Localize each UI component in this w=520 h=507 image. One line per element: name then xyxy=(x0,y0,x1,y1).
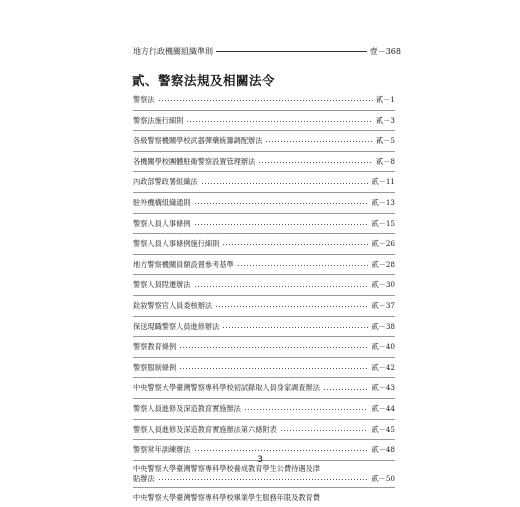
toc-entry xyxy=(133,214,395,235)
entry-title: 銓敘警察官人員委核辦法 xyxy=(133,300,213,310)
entry-page: 貳－15 xyxy=(371,218,395,228)
entry-title: 警察法施行細則 xyxy=(133,115,184,125)
dot-leader xyxy=(244,409,369,410)
toc-entry xyxy=(133,358,395,379)
entry-page: 貳－43 xyxy=(371,383,395,393)
entry-title: 各機關學校團體駐衛警察設置管理辦法 xyxy=(133,156,256,166)
toc-entry xyxy=(133,152,395,173)
entry-title: 保送現職警察人員進修辦法 xyxy=(133,321,220,331)
entry-title: 警察法 xyxy=(133,95,155,104)
dot-leader xyxy=(158,479,369,480)
entry-page: 貳－11 xyxy=(371,177,395,187)
entry-page: 貳－40 xyxy=(371,342,395,352)
entry-page: 貳－38 xyxy=(371,321,395,331)
dot-leader xyxy=(179,368,368,369)
toc-entry xyxy=(133,131,395,152)
dot-leader xyxy=(158,100,373,101)
entry-title: 地方警察機關員額設置參考基準 xyxy=(133,259,234,269)
entry-title-line-2: 貼辦法 xyxy=(133,473,155,483)
entry-page: 貳－42 xyxy=(371,362,395,372)
entry-page: 貳－50 xyxy=(371,473,395,483)
entry-title: 地方行政機關組織準則 xyxy=(133,47,213,56)
toc-entry xyxy=(133,399,395,420)
toc-entry-previous-section xyxy=(133,47,401,57)
toc-entry xyxy=(133,172,395,193)
entry-page: 貳－28 xyxy=(371,259,395,269)
entry-page: 貳－3 xyxy=(376,115,395,125)
dot-leader xyxy=(280,430,369,431)
toc-entry xyxy=(133,275,395,296)
entry-title: 內政部警政署組織法 xyxy=(133,177,198,187)
dot-leader xyxy=(258,162,373,163)
dot-leader xyxy=(194,203,369,204)
toc-entry xyxy=(133,378,395,399)
toc-entry xyxy=(133,90,395,111)
dot-leader xyxy=(179,347,368,348)
entry-title: 駐外機構組織通則 xyxy=(133,197,191,207)
entry-title-line-1: 中央警察大學臺灣警察專科學校養成教育學生公費待遇及津 xyxy=(133,463,320,473)
entry-title: 警察常年訓練辦法 xyxy=(133,445,191,455)
toc-entry xyxy=(133,337,395,358)
entry-title: 警察人員陞遷辦法 xyxy=(133,280,191,290)
entry-page: 貳－1 xyxy=(376,95,395,104)
entry-page: 貳－44 xyxy=(371,403,395,413)
entry-page: 貳－5 xyxy=(376,136,395,146)
entry-title: 警察人員人事條例 xyxy=(133,218,191,228)
dot-leader xyxy=(323,389,369,390)
dot-leader xyxy=(194,286,369,287)
dot-leader xyxy=(237,265,369,266)
toc-entry xyxy=(133,488,395,507)
dot-leader xyxy=(222,327,368,328)
dot-leader xyxy=(215,306,368,307)
entry-title: 中央警察大學臺灣警察專科學校畢業學生服務年限及教育費 xyxy=(133,492,320,502)
toc-entry xyxy=(133,234,395,255)
dot-leader xyxy=(201,183,369,184)
entry-page: 貳－45 xyxy=(371,424,395,434)
toc-entry xyxy=(133,296,395,317)
toc-list xyxy=(133,90,395,507)
entry-page: 貳－13 xyxy=(371,197,395,207)
entry-page: 貳－37 xyxy=(371,300,395,310)
entry-title: 警察人員進修及深造教育實施辦法 xyxy=(133,403,241,413)
leader-line xyxy=(216,51,367,52)
entry-page: 貳－8 xyxy=(376,156,395,166)
toc-entry xyxy=(133,317,395,338)
toc-entry xyxy=(133,193,395,214)
entry-page: 貳－30 xyxy=(371,280,395,290)
dot-leader xyxy=(265,141,373,142)
entry-title: 警察教育條例 xyxy=(133,342,177,352)
dot-leader xyxy=(186,121,373,122)
entry-page: 壹－368 xyxy=(369,47,401,56)
section-heading: 貳、警察法規及相關法令 xyxy=(132,73,276,88)
entry-title: 各級警察機關學校武器彈藥統籌調配辦法 xyxy=(133,136,263,146)
page-number: 3 xyxy=(257,455,263,465)
dot-leader xyxy=(194,450,369,451)
entry-page: 貳－26 xyxy=(371,239,395,249)
entry-page: 貳－48 xyxy=(371,445,395,455)
toc-entry xyxy=(133,111,395,132)
dot-leader xyxy=(222,244,368,245)
entry-title: 中央警察大學臺灣警察專科學校初試錄取人員身家調查辦法 xyxy=(133,383,320,393)
entry-title-line-2-row xyxy=(133,474,395,484)
dot-leader xyxy=(194,224,369,225)
toc-entry xyxy=(133,255,395,276)
entry-title: 警察人員人事條例施行細則 xyxy=(133,239,220,249)
entry-title: 警察人員進修及深造教育實施辦法第六條附表 xyxy=(133,424,277,434)
entry-title: 警察服制條例 xyxy=(133,362,177,372)
toc-entry xyxy=(133,420,395,441)
